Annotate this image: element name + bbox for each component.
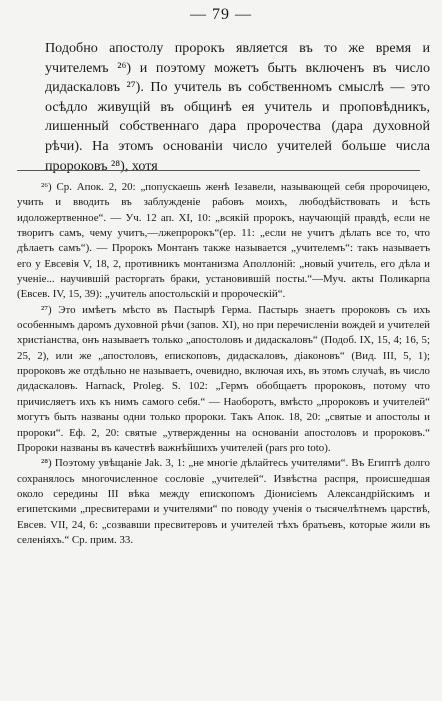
footnote-separator: [17, 170, 420, 171]
main-paragraph: Подобно апостолу пророкъ является въ то же время и учителемъ ²⁶) и поэтому можетъ быть включенъ въ число дидаскаловъ ²⁷). По учитель въ собственномъ смыслѣ — это осѣдло живущій въ общинѣ ея учитель и проповѣдникъ, лишенный собственнаго дара пророчества (дара духовной рѣчи). На этомъ основаніи число учителей больше числа пророковъ ²⁸), хотя: [45, 40, 430, 174]
page-number: — 79 —: [190, 6, 252, 23]
footnotes-block: [17, 180, 430, 548]
footnote-27: ²⁷) Это имѣетъ мѣсто въ Пастырѣ Герма. Пастырь знаетъ пророковъ съ ихъ особеннымъ даромъ духовной рѣчи (запов. XI), но при перечисленіи вождей и учителей христіанства, онъ называетъ только „апостоловъ и дидаскаловъ“ (Подоб. IX, 15, 4; 16, 5; 25, 2), или же „апостоловъ, епископовъ, дидаскаловъ, діаконовъ“ (Вид. III, 5, 1); пророковъ же отдѣльно не называетъ, очевидно, включая ихъ, въ этомъ случаѣ, въ число дидаскаловъ. Harnack, Proleg. S. 102: „Гермъ обобщаетъ пророковъ, потому что причисляетъ ихъ къ нимъ самого себя.“ — Наоборотъ, вмѣсто „пророковъ и учителей“ могутъ быть названы одни только пророки. Такъ Апок. 18, 20: „святые и апостолы и пророки“. Еф. 2, 20: святые „утвержденны на основаніи апостоловъ и пророковъ.“ Пророки названы въ качествѣ важнѣйшихъ учителей (pars pro toto).: [17, 303, 430, 454]
footnote-28: ²⁸) Поэтому увѣщаніе Jak. 3, 1: „не многіе дѣлайтесь учителями“. Въ Египтѣ долго сохранялось многочисленное сословіе „учителей“. Извѣстна распря, происшедшая около середины III вѣка между епископомъ Діонисіемъ Александрійскимъ и египетскими „пресвитерами и учителями“ по поводу ученія о тысячелѣтнемъ царствѣ, Евсев. VII, 24, 6: „созвавши пресвитеровъ и учителей тѣхъ братьевъ, которые жили въ селеніяхъ.“ Ср. прим. 33.: [17, 457, 430, 546]
footnote-26: ²⁶) Ср. Апок. 2, 20: „попускаешь женѣ Іезавели, называющей себя пророчицею, учить и вводить въ заблужденіе рабовъ моихъ, любодѣйствовать и ѣсть идоложертвенное“. — Уч. 12 ап. XI, 10: „всякій пророкъ, научающій правдѣ, если не творитъ самъ, чему учитъ,—лжепророкъ“(ер. 11: „если не учитъ дѣлать все то, что дѣлаетъ самъ“). — Пророкъ Монтанъ также называется „учителемъ“: такъ называетъ его у Евсевія V, 18, 2, противникъ монтанизма Аполлоній: „новый учитель, его дѣла и ученіе... научившій расторгать браки, установившій посты.“—Муч. акты Поликарпа (Евсев. IV, 15, 39): „учитель апостольскій и пророческій“.: [17, 181, 430, 301]
main-text-block: [45, 39, 430, 176]
